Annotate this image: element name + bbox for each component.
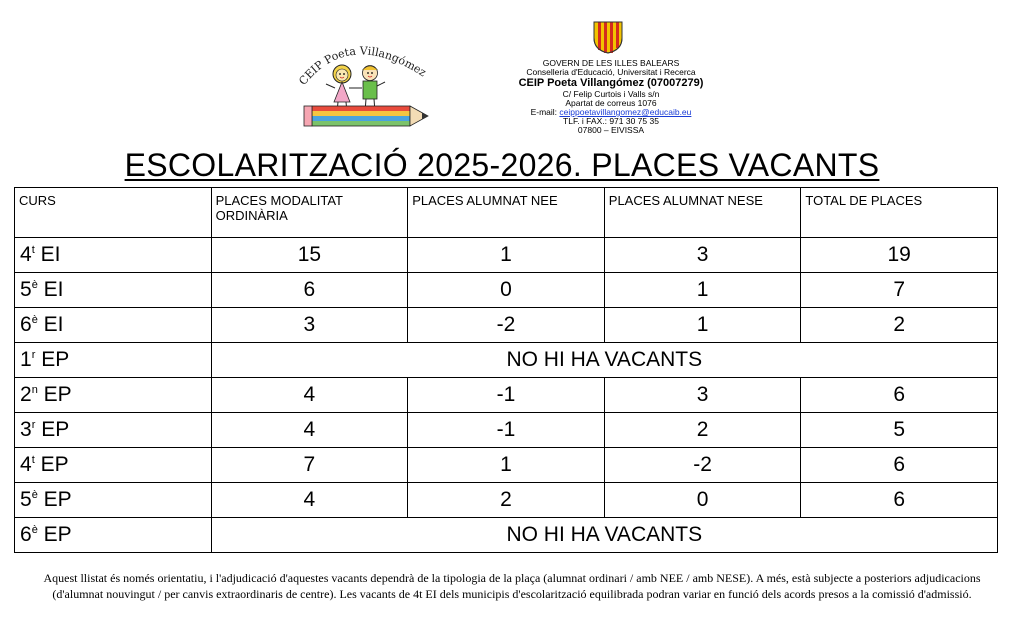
table-row xyxy=(15,448,998,483)
course-cell xyxy=(15,308,212,343)
course-ordinal: è xyxy=(31,524,38,536)
conselleria-name: Conselleria d'Educació, Universitat i Recerca xyxy=(526,67,696,77)
no-vacancies-cell: NO HI HA VACANTS xyxy=(211,343,997,378)
course-number: 5 xyxy=(20,488,32,511)
column-header-total: TOTAL DE PLACES xyxy=(801,188,998,238)
course-level: EI xyxy=(40,243,61,266)
course-number: 4 xyxy=(20,453,32,476)
course-ordinal: r xyxy=(31,349,36,361)
table-row xyxy=(15,343,998,378)
svg-text:CEIP Poeta Villangómez xyxy=(296,44,428,87)
nese-cell: 3 xyxy=(604,378,801,413)
total-cell: 19 xyxy=(801,238,998,273)
ordinaria-cell: 4 xyxy=(211,483,408,518)
course-cell xyxy=(15,238,212,273)
course-ordinal: è xyxy=(31,314,38,326)
email-link[interactable]: ceippoetavillangomez@educaib.eu xyxy=(559,107,692,117)
table-row xyxy=(15,273,998,308)
course-level: EI xyxy=(43,313,64,336)
course-level: EP xyxy=(43,488,72,511)
school-postal: 07800 – EIVISSA xyxy=(577,125,645,135)
course-level: EP xyxy=(43,383,72,406)
course-cell xyxy=(15,378,212,413)
ordinaria-cell: 3 xyxy=(211,308,408,343)
table-row xyxy=(15,238,998,273)
nee-cell: 0 xyxy=(408,273,605,308)
government-name: GOVERN DE LES ILLES BALEARS xyxy=(542,58,680,68)
course-number: 5 xyxy=(20,278,32,301)
school-street: C/ Felip Curtois i Valls s/n xyxy=(562,89,660,99)
school-po-box: Apartat de correus 1076 xyxy=(565,98,657,108)
table-body xyxy=(15,238,998,553)
balearic-coat-of-arms-icon xyxy=(588,20,628,54)
table-header-row xyxy=(15,188,998,238)
course-ordinal: è xyxy=(31,489,38,501)
table-row xyxy=(15,378,998,413)
page-title: ESCOLARITZACIÓ 2025-2026. PLACES VACANTS xyxy=(124,147,880,183)
nee-cell: 2 xyxy=(408,483,605,518)
course-level: EP xyxy=(41,348,70,371)
nese-cell: 1 xyxy=(604,308,801,343)
column-header-curs: CURS xyxy=(15,188,212,238)
table-row xyxy=(15,308,998,343)
course-level: EP xyxy=(41,418,70,441)
document-header xyxy=(0,0,1024,150)
nee-cell: -1 xyxy=(408,413,605,448)
table-row xyxy=(15,483,998,518)
total-cell: 6 xyxy=(801,448,998,483)
course-number: 3 xyxy=(20,418,32,441)
course-cell xyxy=(15,448,212,483)
course-ordinal: è xyxy=(31,279,38,291)
nese-cell: 0 xyxy=(604,483,801,518)
school-phone: TLF. i FAX.: 971 30 75 35 xyxy=(563,116,659,126)
ordinaria-cell: 4 xyxy=(211,378,408,413)
nee-cell: 1 xyxy=(408,448,605,483)
school-info-block xyxy=(480,59,742,135)
table-row xyxy=(15,413,998,448)
nee-cell: 1 xyxy=(408,238,605,273)
course-number: 2 xyxy=(20,383,32,406)
course-ordinal: t xyxy=(31,244,35,256)
total-cell: 6 xyxy=(801,483,998,518)
email-label: E-mail: xyxy=(530,107,558,117)
school-name: CEIP Poeta Villangómez (07007279) xyxy=(518,77,704,89)
total-cell: 5 xyxy=(801,413,998,448)
table-row xyxy=(15,518,998,553)
no-vacancies-cell: NO HI HA VACANTS xyxy=(211,518,997,553)
ordinaria-cell: 7 xyxy=(211,448,408,483)
nee-cell: -1 xyxy=(408,378,605,413)
footnote: Aquest llistat és només orientatiu, i l'adjudicació d'aquestes vacants dependrà de la tipologia de la plaça (alumnat ordinari / amb NEE / amb NESE). A més, està subjecte a posteriors adjudicacions (d'alumnat nouvingut / per canvis extraordinaris de centre). Les vacants de 4t EI dels municipis d'escolarització equilibrada podran variar en funció dels acords presos a la comissió d'admissió. xyxy=(43,571,981,601)
vacancies-table xyxy=(14,187,998,553)
school-logo xyxy=(290,28,435,140)
nee-cell: -2 xyxy=(408,308,605,343)
nese-cell: -2 xyxy=(604,448,801,483)
course-level: EI xyxy=(43,278,64,301)
logo-lettering: CEIP Poeta Villangómez xyxy=(296,44,429,88)
column-header-nee: PLACES ALUMNAT NEE xyxy=(408,188,605,238)
course-cell xyxy=(15,273,212,308)
nese-cell: 1 xyxy=(604,273,801,308)
column-header-nese: PLACES ALUMNAT NESE xyxy=(604,188,801,238)
ordinaria-cell: 4 xyxy=(211,413,408,448)
course-cell xyxy=(15,518,212,553)
course-number: 4 xyxy=(20,243,32,266)
nese-cell: 2 xyxy=(604,413,801,448)
course-cell xyxy=(15,413,212,448)
ordinaria-cell: 6 xyxy=(211,273,408,308)
course-number: 6 xyxy=(20,523,32,546)
course-ordinal: r xyxy=(31,419,36,431)
course-ordinal: t xyxy=(31,454,35,466)
course-number: 1 xyxy=(20,348,32,371)
course-level: EP xyxy=(40,453,69,476)
total-cell: 7 xyxy=(801,273,998,308)
column-header-ordinaria: PLACES MODALITAT ORDINÀRIA xyxy=(211,188,408,238)
total-cell: 2 xyxy=(801,308,998,343)
course-number: 6 xyxy=(20,313,32,336)
course-level: EP xyxy=(43,523,72,546)
nese-cell: 3 xyxy=(604,238,801,273)
course-cell xyxy=(15,343,212,378)
total-cell: 6 xyxy=(801,378,998,413)
course-cell xyxy=(15,483,212,518)
course-ordinal: n xyxy=(31,384,38,396)
ordinaria-cell: 15 xyxy=(211,238,408,273)
